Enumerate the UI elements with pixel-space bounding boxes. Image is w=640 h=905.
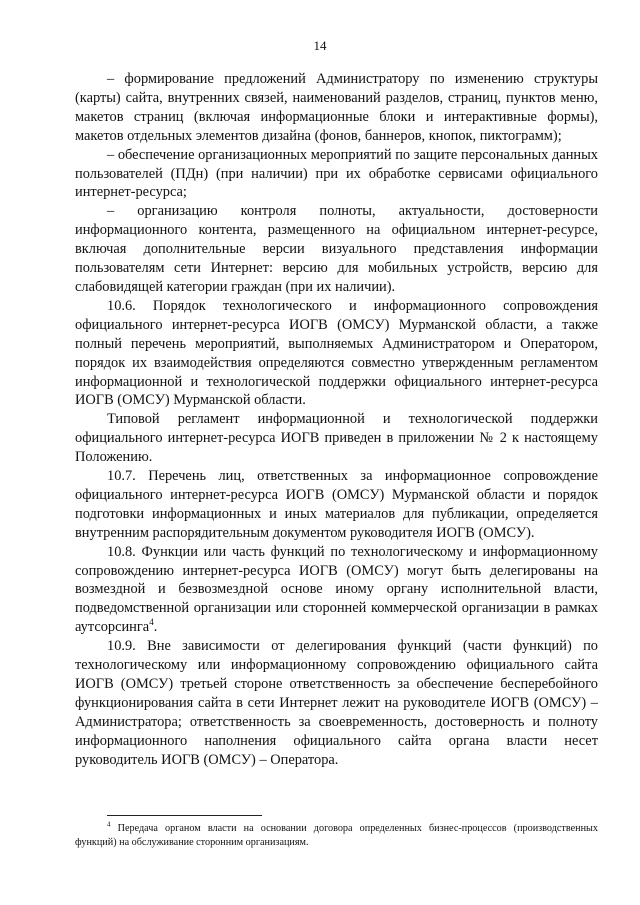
- paragraph: – обеспечение организационных мероприятий по защите персональных данных пользователей (ПДн) (при наличии) при их обработке сервисами официального интернет-ресурса;: [75, 146, 598, 201]
- paragraph-text: 10.8. Функции или часть функций по технологическому и информационному сопровождению интернет-ресурса ИОГВ (ОМСУ) могут быть делегированы на возмездной и безвозмездной основе иному органу исполнительной власти, подведомственной организации или сторонней коммерческой организации в рамках аутсорсинга: [75, 543, 598, 636]
- paragraph: – формирование предложений Администратору по изменению структуры (карты) сайта, внутренних связей, наименований разделов, страниц, пунктов меню, макетов страниц (включая информационные блоки и интерактивные формы), макетов отдельных элементов дизайна (фонов, баннеров, кнопок, пиктограмм);: [75, 71, 598, 144]
- paragraph: – организацию контроля полноты, актуальности, достоверности информационного контента, размещенного на официальном интернет-ресурсе, включая дополнительные версии визуального представления информации пользователям сети Интернет: версию для мобильных устройств, версию для слабовидящей категории граждан (при их наличии).: [75, 203, 598, 295]
- paragraph: 10.6. Порядок технологического и информационного сопровождения официального интернет-ресурса ИОГВ (ОМСУ) Мурманской области, а также полный перечень мероприятий, выполняемых Администратором и Оператором, порядок их взаимодействия определяются совместно утвержденным регламентом информационной и технологической поддержки официального интернет-ресурса ИОГВ (ОМСУ) Мурманской области.: [75, 297, 598, 409]
- paragraph-end: .: [153, 619, 158, 636]
- paragraph-10-9: 10.9. Вне зависимости от делегирования функций (части функций) по технологическому или информационному сопровождению официального сайта ИОГВ (ОМСУ) третьей стороне ответственность за обеспечение бесперебойного функционирования сайта в сети Интернет лежит на руководителе ИОГВ (ОМСУ) – Администратора; ответственность за своевременность, достоверность и полноту информационного наполнения официального сайта органа власти несет руководитель ИОГВ (ОМСУ) – Оператора.: [75, 638, 598, 768]
- paragraph: 10.7. Перечень лиц, ответственных за информационное сопровождение официального интернет-ресурса ИОГВ (ОМСУ) Мурманской области и порядок подготовки информационных и иных материалов для публикации, определяется внутренним распорядительным документом руководителя ИОГВ (ОМСУ).: [75, 468, 598, 541]
- footnote-mark: 4: [107, 820, 111, 829]
- footnote-divider: [107, 815, 262, 816]
- footnote: [75, 822, 598, 850]
- body-text: [75, 70, 598, 770]
- paragraph: Типовой регламент информационной и технологической поддержки официального интернет-ресурса ИОГВ приведен в приложении № 2 к настоящему Положению.: [75, 411, 598, 466]
- footnote-text: Передача органом власти на основании договора определенных бизнес-процессов (производственных функций) на обслуживание сторонним организациям.: [75, 823, 598, 848]
- page-number: 14: [313, 38, 327, 53]
- footnote-reference[interactable]: 4: [149, 617, 154, 628]
- paragraph-10-8: [75, 543, 598, 638]
